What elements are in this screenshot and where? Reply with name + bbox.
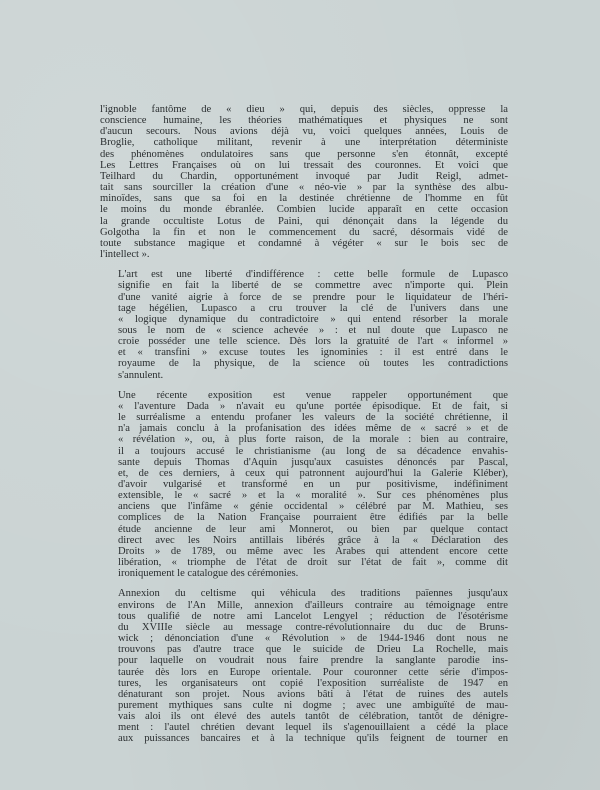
paragraph-gap [100, 381, 508, 390]
text-column [100, 104, 508, 745]
text-line: conscience humaine, les théories mathématiques et physiques ne sont [100, 115, 508, 127]
text-line: royaume de la physique, de la science où toutes les contradictions [118, 358, 508, 370]
text-line: d'avoir vulgarisé et transformé en un pur positivisme, indéfiniment [118, 479, 508, 490]
text-line: L'art est une liberté d'indifférence : cette belle formule de Lupasco [118, 269, 508, 281]
text-line: sante depuis Thomas d'Aquin jusqu'aux casuistes dénoncés par Pascal, [118, 456, 508, 468]
paragraph-gap [100, 260, 508, 269]
text-line: Broglie, catholique militant, revenir à une interprétation déterministe [100, 137, 508, 149]
text-line: sous le nom de « science achevée » : et nul doute que Lupasco ne [118, 324, 508, 336]
text-line: d'aucun secours. Nous avions déjà vu, voici quelques années, Louis de [100, 126, 508, 138]
text-line: croie posséder une telle science. Dès lors la gratuité de l'art « informel » [118, 336, 508, 348]
text-line: le moins du monde ébranlée. Combien lucide apparaît en cette occasion [100, 204, 508, 216]
text-line: des phénomènes ondulatoires sans que personne s'en étonnât, excepté [100, 148, 508, 160]
text-line: « logique dynamique du contradictoire » qui entend résorber la morale [118, 313, 508, 325]
text-line: Golgotha la fin et non le commencement du sacré, désormais vidé de [100, 226, 508, 238]
text-line: Droits » de 1789, ou même avec les Arabes qui attendent encore cette [118, 545, 508, 557]
text-line: direct avec les Noirs antillais libérés grâce à la « Déclaration des [118, 534, 508, 546]
text-line: purement mythiques sans culte ni dogme ; avec une ambiguïté de mau- [118, 699, 508, 711]
text-line: s'annulent. [118, 369, 164, 381]
text-line: anciens que l'infâme « génie occidental » célébré par M. Mathieu, ses [118, 501, 508, 513]
text-line: libération, « triomphe de l'état de droit sur l'état de fait », comme dit [118, 557, 508, 569]
text-line: tage hégélien, Lupasco a cru trouver la clé de l'univers dans une [118, 302, 508, 314]
text-line: minoïdes, sans que sa foi en la destinée chrétienne de l'homme en fût [100, 193, 508, 205]
paragraph [100, 588, 508, 744]
text-line: signifie en fait la liberté de se commettre avec n'importe qui. Plein [118, 280, 508, 292]
text-line: du XVIIIe siècle au message contre-révolutionnaire du duc de Bruns- [118, 621, 508, 633]
text-line: tait sans sourciller la création d'une « néo-vie » par la synthèse des albu- [100, 182, 508, 194]
paragraph [100, 390, 508, 580]
text-line: « révélation », ou, à plus forte raison, de la morale : bien au contraire, [118, 434, 508, 446]
text-line: ment : l'autel chrétien devant lequel ils s'agenouillaient a cédé la place [118, 722, 508, 734]
text-line: la grande occultiste Lotus de Paini, qui dénonçait dans la légende du [100, 215, 508, 227]
text-line: toute substance magique et condamné à végéter « sur le bois sec de [100, 237, 508, 249]
text-line: environs de l'An Mille, annexion d'ailleurs contraire au témoignage entre [118, 599, 508, 611]
text-line: pour laquelle on voudrait nous faire prendre la sanglante parodie ins- [118, 655, 508, 667]
text-line: Une récente exposition est venue rappeler opportunément que [118, 389, 508, 401]
text-line: vais aloi ils ont élevé des autels tantôt de célébration, tantôt de dénigre- [118, 711, 508, 723]
text-line: Les Lettres Françaises où on lui tressait des couronnes. Et voici que [100, 159, 508, 171]
text-line: « l'aventure Dada » n'avait eu qu'une portée épisodique. Et de fait, si [118, 400, 508, 412]
text-line: Teilhard du Chardin, opportunément invoqué par Judit Reigl, admet- [100, 170, 508, 182]
paragraph [100, 104, 508, 260]
text-line: et, de ces derniers, à ceux qui patronnent aujourd'hui la Galerie Kléber), [118, 467, 508, 479]
text-line: étude ancienne de leur ami Monnerot, ou bien par quelque contact [118, 523, 508, 535]
text-line: l'ignoble fantôme de « dieu » qui, depuis des siècles, oppresse la [100, 104, 508, 115]
text-line: complices de la Nation Française pourraient être édifiés par la belle [118, 512, 508, 524]
text-line: taurée dès lors en Europe orientale. Pour couronner cette série d'impos- [118, 666, 508, 678]
text-line: il a toujours accusé le christianisme (au long de sa décadence envahis- [118, 445, 508, 457]
text-line: et « transfini » excuse toutes les ignominies : il est entré dans le [118, 347, 508, 359]
text-line: aux puissances bancaires et à la technique qu'ils feignent de tourner en [118, 733, 508, 745]
text-line: d'une vanité aigrie à force de se prendre pour le liquidateur de l'héri- [118, 291, 508, 303]
text-line: tous qualifié de notre ami Lancelot Lengyel ; réduction de l'ésotérisme [118, 610, 508, 622]
paragraph [100, 269, 508, 381]
text-line: dénaturant son projet. Nous avions bâti à l'état de ruines des autels [118, 688, 508, 700]
text-line: l'intellect ». [100, 249, 150, 261]
text-line: Annexion du celtisme qui véhicula des traditions païennes jusqu'aux [118, 588, 508, 600]
text-line: wick ; dénonciation d'une « Révolution » de 1944-1946 dont nous ne [118, 633, 508, 645]
paragraph-gap [100, 579, 508, 588]
text-line: trouvons pas d'autre trace que le suicide de Drieu La Rochelle, mais [118, 644, 508, 656]
text-line: tures, les organisateurs ont copié l'exposition surréaliste de 1947 en [118, 677, 508, 689]
text-line: extensible, le « sacré » et la « moralité ». Sur ces phénomènes plus [118, 490, 508, 502]
text-line: n'a jamais conclu à la profanisation des idées même de « sacré » et de [118, 423, 508, 435]
text-line: ironiquement le catalogue des cérémonies. [118, 568, 299, 580]
text-line: le surréalisme a entendu profaner les valeurs de la société chrétienne, il [118, 412, 508, 424]
